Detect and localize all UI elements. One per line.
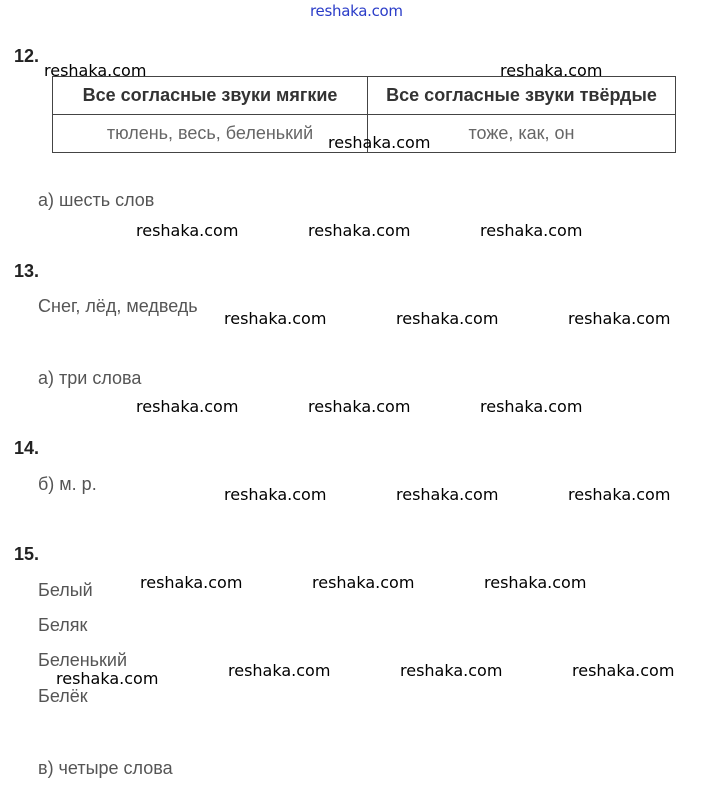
task-15-word-1: Белый	[38, 580, 93, 600]
watermark: reshaka.com	[500, 61, 603, 80]
task-14-number: 14.	[14, 438, 40, 458]
task-13-answer: а) три слова	[38, 368, 142, 388]
watermark: reshaka.com	[140, 573, 243, 592]
task-15-word-2: Беляк	[38, 615, 88, 635]
watermark: reshaka.com	[228, 661, 331, 680]
watermark: reshaka.com	[308, 221, 411, 240]
watermark: reshaka.com	[396, 309, 499, 328]
task-15-answer: в) четыре слова	[38, 758, 173, 778]
task-14-answer: б) м. р.	[38, 474, 97, 494]
watermark: reshaka.com	[224, 309, 327, 328]
watermark: reshaka.com	[572, 661, 675, 680]
watermark: reshaka.com	[568, 485, 671, 504]
task-15-word-4: Белёк	[38, 686, 88, 706]
table-header-hard: Все согласные звуки твёрдые	[368, 77, 676, 115]
table-header-soft: Все согласные звуки мягкие	[53, 77, 368, 115]
task-12-answer: а) шесть слов	[38, 190, 155, 210]
task-12-number: 12.	[14, 46, 40, 66]
table-cell-soft: тюлень, весь, беленький	[53, 115, 368, 153]
watermark: reshaka.com	[136, 221, 239, 240]
watermark: reshaka.com	[480, 397, 583, 416]
table-header-row	[53, 77, 676, 115]
site-header-link[interactable]: reshaka.com	[310, 2, 403, 20]
task-15-word-3: Беленький	[38, 650, 128, 670]
watermark: reshaka.com	[312, 573, 415, 592]
watermark: reshaka.com	[568, 309, 671, 328]
watermark: reshaka.com	[136, 397, 239, 416]
watermark: reshaka.com	[484, 573, 587, 592]
task-13-number: 13.	[14, 261, 40, 281]
watermark: reshaka.com	[328, 133, 431, 152]
watermark: reshaka.com	[44, 61, 147, 80]
table-cell-hard: тоже, как, он	[368, 115, 676, 153]
task-13-words: Снег, лёд, медведь	[38, 296, 198, 316]
watermark: reshaka.com	[308, 397, 411, 416]
watermark: reshaka.com	[56, 669, 159, 688]
watermark: reshaka.com	[396, 485, 499, 504]
watermark: reshaka.com	[400, 661, 503, 680]
task-15-number: 15.	[14, 544, 40, 564]
watermark: reshaka.com	[224, 485, 327, 504]
watermark: reshaka.com	[480, 221, 583, 240]
